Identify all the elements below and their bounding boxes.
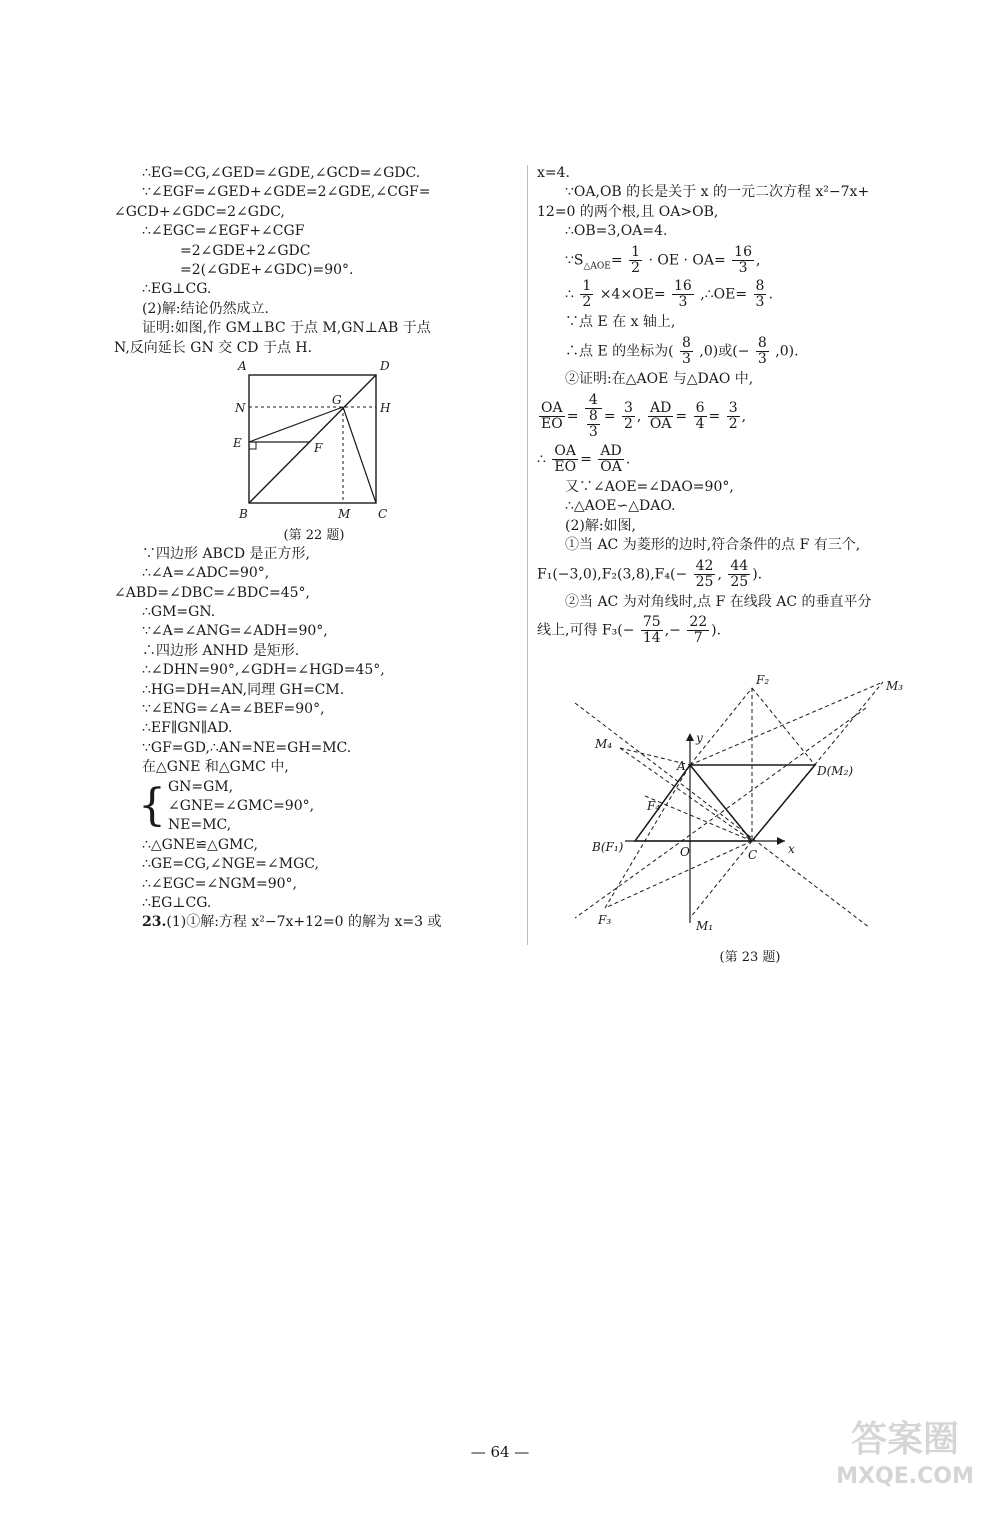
fraction: $\frac{16}{3}$ xyxy=(734,243,752,276)
figure-23 xyxy=(560,668,940,938)
text-run: · OE · OA= xyxy=(648,252,726,269)
fraction: $\frac{42}{25}$ xyxy=(695,557,714,590)
text-run: ×4×OE= xyxy=(599,286,666,303)
text-line: x=4. xyxy=(537,165,570,181)
fig22-label: F xyxy=(314,440,323,455)
watermark-logo xyxy=(820,1418,990,1503)
text-line: ∴EF∥GN∥AD. xyxy=(142,720,233,737)
fraction: $\frac{OA}{EO}$ xyxy=(541,400,563,433)
figure-23-diagram xyxy=(560,668,940,938)
x-axis-arrow xyxy=(777,837,785,845)
fraction: $\frac{6}{4}$ xyxy=(695,400,705,433)
figure-23-caption: (第 23 题) xyxy=(719,950,781,965)
text-line: ∴GE=CG,∠NGE=∠MGC, xyxy=(142,856,319,873)
text-line: ∴OB=3,OA=4. xyxy=(565,223,668,240)
text-line: ①当 AC 为菱形的边时,符合条件的点 F 有三个, xyxy=(565,537,861,554)
line-ac xyxy=(690,765,752,841)
fraction: $\frac{AD}{OA}$ xyxy=(600,443,622,476)
text-run: ∵S xyxy=(565,252,584,269)
fig22-label: E xyxy=(233,435,242,450)
text-line: ∴HG=DH=AN,同理 GH=CM. xyxy=(142,681,345,698)
fraction: $\frac{4}{\frac{8}{3}}$ xyxy=(585,393,602,440)
fig23-label: y xyxy=(696,731,703,745)
left-column xyxy=(114,164,524,933)
fig23-label: A xyxy=(677,759,686,773)
fig22-label: N xyxy=(235,400,246,415)
dashed-line xyxy=(605,765,690,908)
text-line: ∠GCD+∠GDC=2∠GDC, xyxy=(114,203,285,220)
formula-line: ∴ $\frac{1}{2}$ ×4×OE= $\frac{16}{3}$ ,∴OE= $\frac{8}{3}$ . xyxy=(565,278,773,311)
text-line: =2∠GDE+2∠GDC xyxy=(180,242,311,259)
fraction: $\frac{3}{2}$ xyxy=(624,400,633,433)
text-line: ∵点 E 在 x 轴上, xyxy=(565,314,676,331)
fraction: $\frac{1}{2}$ xyxy=(582,278,592,311)
dashed-line xyxy=(645,796,752,841)
figure-22-caption: (第 22 题) xyxy=(283,527,345,543)
fig23-label: O xyxy=(680,845,690,859)
dashed-line xyxy=(605,841,752,908)
text-line: ∵∠A=∠ANG=∠ADH=90°, xyxy=(142,623,328,640)
line-gc xyxy=(343,407,376,503)
formula-line: 线上,可得 F₃(− $\frac{75}{14}$ ,− $\frac{22}{7}$ ). xyxy=(537,614,722,646)
text-line: ∴△GNE≌△GMC, xyxy=(142,836,259,853)
fig23-label: M₄ xyxy=(595,737,613,751)
dashed-line xyxy=(690,688,752,765)
fig22-label: M xyxy=(338,506,351,521)
dashed-line xyxy=(752,688,815,765)
formula-line: $\because S_{\triangle AOE}=$ $\frac{1}{2}$ · OE · OA= $\frac{16}{3}$ , xyxy=(565,243,761,276)
fig22-label: G xyxy=(332,392,342,407)
text-line: ∴GM=GN. xyxy=(142,604,216,621)
fig23-label: M₃ xyxy=(886,679,904,693)
formula-line: F₁(−3,0),F₂(3,8),F₄(− $\frac{42}{25}$ , $\frac{44}{25}$ ). xyxy=(537,557,763,590)
formula-line: ∴ $\frac{OA}{EO}$ = $\frac{AD}{OA}$ . xyxy=(537,443,631,476)
text-line: (2)解:如图, xyxy=(565,517,636,534)
text-run: ∴点 E 的坐标为( xyxy=(565,343,674,360)
text-run: = xyxy=(610,252,623,269)
text-line: 12=0 的两个根,且 OA>OB, xyxy=(537,203,719,220)
text-line: =2(∠GDE+∠GDC)=90°. xyxy=(180,261,354,278)
fraction: $\frac{44}{25}$ xyxy=(730,557,749,590)
dashed-line xyxy=(690,682,883,765)
text-line: ∴EG⊥CG. xyxy=(142,894,212,911)
text-run: ,0)或(− xyxy=(699,343,750,360)
text-line: ∴∠A=∠ADC=90°, xyxy=(142,565,270,582)
text-line xyxy=(114,913,524,932)
text-run: ,∴OE= xyxy=(700,286,748,303)
diagonal-bd xyxy=(249,375,376,503)
text-line: ②证明:在△AOE 与△DAO 中, xyxy=(565,370,754,387)
text-run: F₁(−3,0),F₂(3,8),F₄(− xyxy=(537,566,688,583)
y-axis-arrow xyxy=(686,733,694,741)
fraction: $\frac{22}{7}$ xyxy=(689,614,708,646)
system-line: NE=MC, xyxy=(168,817,232,834)
fraction: $\frac{8}{3}$ xyxy=(682,334,691,367)
fig23-label: F₃ xyxy=(598,913,612,927)
question-number: 23. xyxy=(142,914,167,931)
fraction: $\frac{OA}{EO}$ xyxy=(554,443,577,476)
fig22-label: C xyxy=(378,506,388,521)
right-angle-mark xyxy=(249,442,256,449)
figure-22-diagram xyxy=(114,358,524,526)
fig22-label: A xyxy=(238,358,247,373)
equation-system xyxy=(114,778,524,836)
text-line: ∵∠ENG=∠A=∠BEF=90°, xyxy=(142,701,325,718)
text-line: 又∵∠AOE=∠DAO=90°, xyxy=(565,479,734,496)
fig23-label: B(F₁) xyxy=(592,840,624,854)
fraction: $\frac{8}{3}$ xyxy=(757,334,767,367)
text-line: ∴∠EGC=∠NGM=90°, xyxy=(142,875,297,892)
fig22-label: H xyxy=(380,400,391,415)
fraction: $\frac{3}{2}$ xyxy=(728,400,738,433)
system-line: GN=GM, xyxy=(168,778,234,795)
formula-line: $\frac{OA}{EO}$ = $\frac{4}{\frac{8}{3}}$ = $\frac{3}{2}$ , $\frac{AD}{OA}$ = $\frac{6}{4}$ = $\frac{3}{2}$ , xyxy=(541,392,747,441)
text-line: ∴四边形 ANHD 是矩形. xyxy=(142,642,300,659)
fraction: $\frac{16}{3}$ xyxy=(674,278,692,311)
dashed-line xyxy=(690,841,752,918)
text-line: ∴EG=CG,∠GED=∠GDE,∠GCD=∠GDC. xyxy=(142,165,421,181)
system-line: ∠GNE=∠GMC=90°, xyxy=(168,797,315,814)
text-line: ②当 AC 为对角线时,点 F 在线段 AC 的垂直平分 xyxy=(565,593,872,610)
text-line: ∴∠DHN=90°,∠GDH=∠HGD=45°, xyxy=(142,662,385,679)
fig23-label: F₄ xyxy=(647,799,661,813)
text-run: ,0). xyxy=(775,343,799,360)
fraction: $\frac{1}{2}$ xyxy=(631,243,640,276)
text-line: 在△GNE 和△GMC 中, xyxy=(142,759,289,776)
right-column xyxy=(537,164,937,649)
column-divider xyxy=(527,165,528,945)
subscript: △AOE xyxy=(583,260,611,271)
text-line: 证明:如图,作 GM⊥BC 于点 M,GN⊥AB 于点 xyxy=(142,320,431,337)
fig22-label: D xyxy=(380,358,390,373)
fraction: $\frac{8}{3}$ xyxy=(755,278,765,311)
text-line: (2)解:结论仍然成立. xyxy=(142,300,269,317)
text-line: ∴∠EGC=∠EGF+∠CGF xyxy=(142,223,305,240)
fig23-label: M₁ xyxy=(696,919,714,933)
dashed-line xyxy=(575,708,866,918)
fig22-label: B xyxy=(239,506,248,521)
text-line: ∠ABD=∠DBC=∠BDC=45°, xyxy=(114,584,310,601)
text-line: ∵OA,OB 的长是关于 x 的一元二次方程 x²−7x+ xyxy=(565,184,870,201)
fraction: $\frac{75}{14}$ xyxy=(642,614,661,646)
formula-line xyxy=(537,336,937,367)
watermark-top: 答案圈 xyxy=(850,1419,959,1460)
line-eg xyxy=(249,407,343,442)
page-number: — 64 — xyxy=(470,1443,530,1461)
text-line: ∵GF=GD,∴AN=NE=GH=MC. xyxy=(142,739,352,756)
text-line: ∵∠EGF=∠GED+∠GDE=2∠GDE,∠CGF= xyxy=(142,184,431,201)
fig23-label: x xyxy=(788,842,795,856)
text-run: 线上,可得 F₃(− xyxy=(537,622,635,639)
watermark-bottom: MXQE.COM xyxy=(836,1464,974,1489)
fig23-label: D(M₂) xyxy=(817,764,854,778)
text-line: ∴EG⊥CG. xyxy=(142,281,212,298)
fraction: $\frac{AD}{OA}$ xyxy=(649,400,672,433)
fig23-label: C xyxy=(748,848,758,862)
text-line: ∵四边形 ABCD 是正方形, xyxy=(142,545,310,562)
text-line: ∴△AOE∽△DAO. xyxy=(565,498,676,515)
figure-22 xyxy=(114,358,524,526)
question-text: (1)①解:方程 x²−7x+12=0 的解为 x=3 或 xyxy=(166,914,442,931)
brace-symbol: { xyxy=(138,779,166,831)
fig23-label: F₂ xyxy=(756,673,770,687)
dashed-line xyxy=(620,748,752,841)
text-line: N,反向延长 GN 交 CD 于点 H. xyxy=(114,339,313,356)
